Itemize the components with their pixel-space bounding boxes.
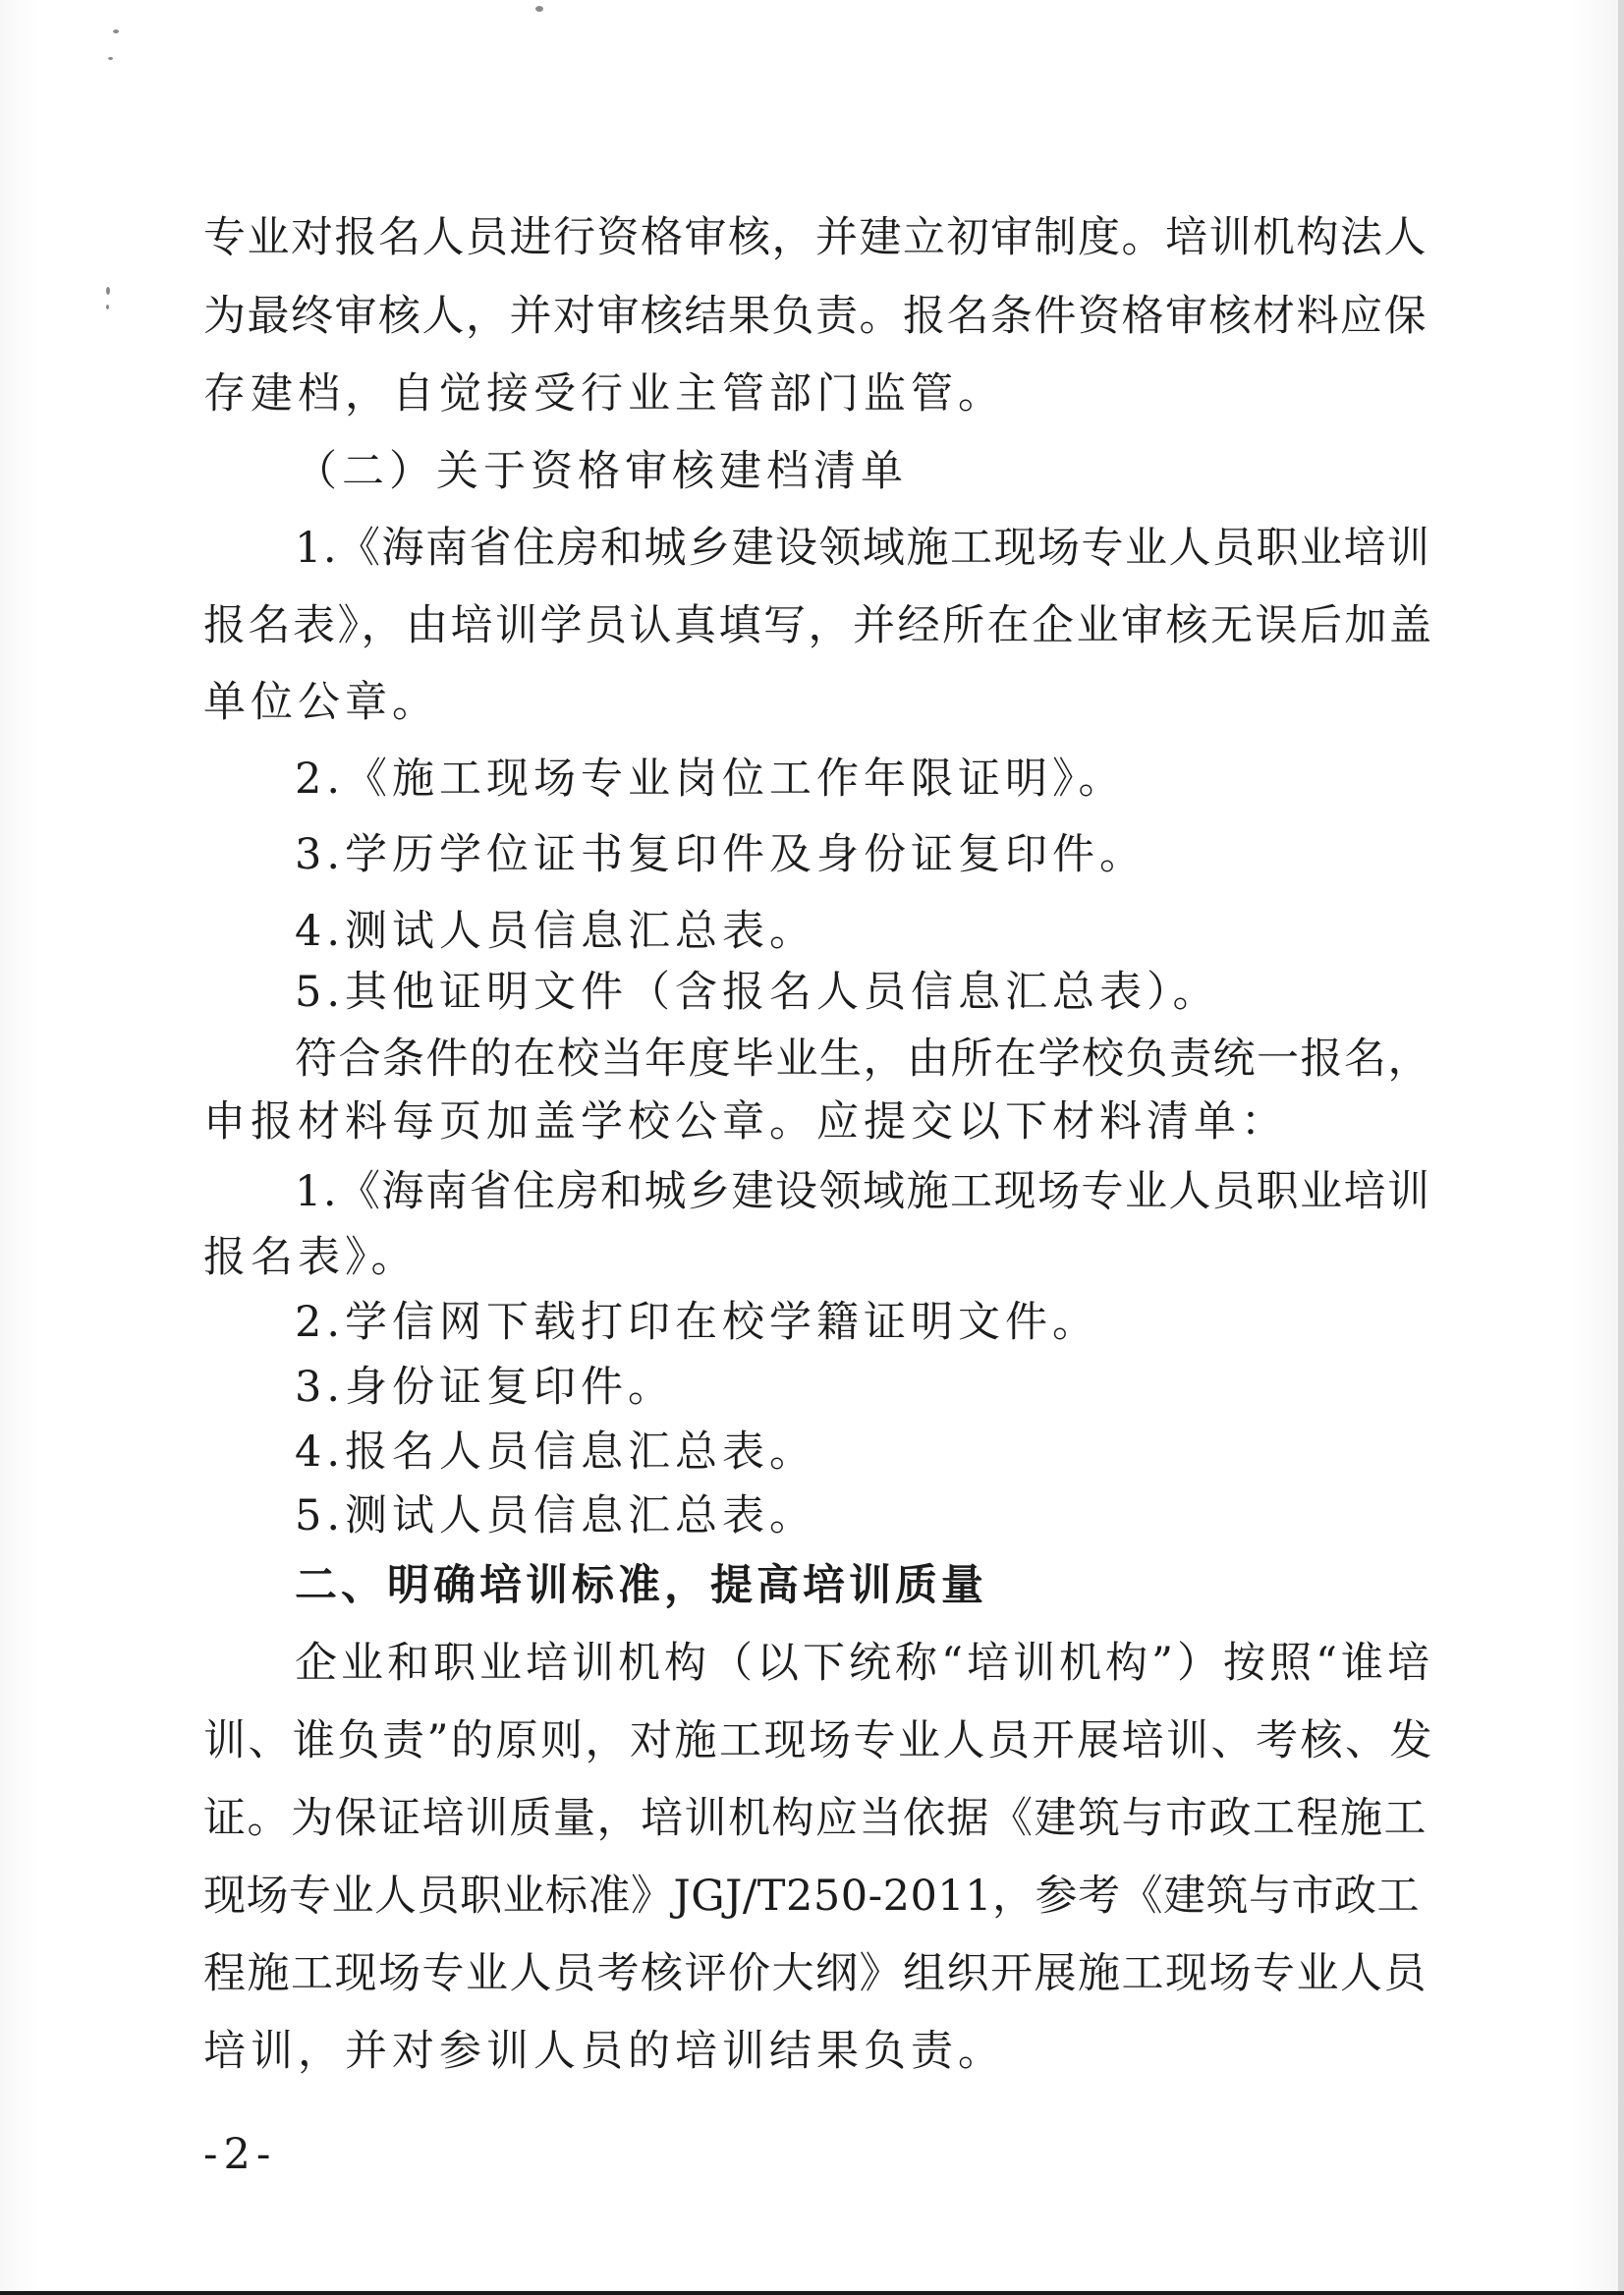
list-item: 3.身份证复印件。 — [295, 1363, 676, 1412]
paragraph-line: 训、谁负责”的原则，对施工现场专业人员开展培训、考核、发 — [203, 1716, 1434, 1765]
paragraph-line: 报名表》，由培训学员认真填写，并经所在企业审核无误后加盖 — [203, 601, 1434, 650]
paragraph-line: 现场专业人员职业标准》JGJ/T250-2011，参考《建筑与市政工 — [203, 1872, 1421, 1921]
paragraph-line: 证。为保证培训质量，培训机构应当依据《建筑与市政工程施工 — [203, 1794, 1428, 1843]
paragraph-line: 申报材料每页加盖学校公章。应提交以下材料清单： — [203, 1097, 1288, 1147]
paragraph-line: 存建档，自觉接受行业主管部门监管。 — [203, 369, 1005, 419]
paragraph-line: 专业对报名人员进行资格审核，并建立初审制度。培训机构法人 — [203, 213, 1428, 262]
section-heading-bold: 二、明确培训标准，提高培训质量 — [295, 1561, 987, 1610]
page-number: -2- — [203, 2130, 277, 2179]
list-item: 2.学信网下载打印在校学籍证明文件。 — [295, 1298, 1100, 1347]
list-item: 1.《海南省住房和城乡建设领域施工现场专业人员职业培训 — [295, 1167, 1431, 1216]
paragraph-line: 单位公章。 — [203, 678, 439, 727]
list-item: 3.学历学位证书复印件及身份证复印件。 — [295, 830, 1148, 879]
list-item: 5.测试人员信息汇总表。 — [295, 1491, 817, 1540]
list-item: 2.《施工现场专业岗位工作年限证明》。 — [295, 755, 1126, 804]
paragraph-line: 报名表》。 — [203, 1233, 419, 1282]
list-item: 1.《海南省住房和城乡建设领域施工现场专业人员职业培训 — [295, 524, 1431, 573]
section-heading: （二）关于资格审核建档清单 — [295, 447, 908, 496]
paragraph-line: 培训，并对参训人员的培训结果负责。 — [203, 2027, 1005, 2076]
list-item: 4.报名人员信息汇总表。 — [295, 1427, 817, 1477]
list-item: 5.其他证明文件（含报名人员信息汇总表）。 — [295, 968, 1220, 1017]
list-item: 4.测试人员信息汇总表。 — [295, 907, 817, 956]
paragraph-line: 符合条件的在校当年度毕业生，由所在学校负责统一报名， — [295, 1035, 1431, 1084]
paragraph-line: 为最终审核人，并对审核结果负责。报名条件资格审核材料应保 — [203, 292, 1428, 341]
paragraph-line: 企业和职业培训机构（以下统称“培训机构”）按照“谁培 — [295, 1639, 1433, 1688]
paragraph-line: 程施工现场专业人员考核评价大纲》组织开展施工现场专业人员 — [203, 1949, 1428, 1998]
